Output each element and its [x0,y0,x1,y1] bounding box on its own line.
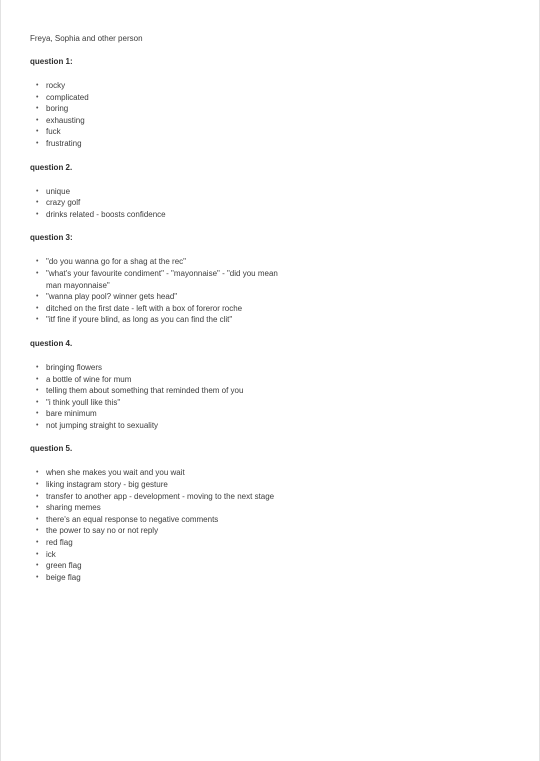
bullet-icon: • [36,550,39,558]
list-item-text: unique [46,186,71,196]
bullet-icon: • [36,269,39,277]
list-item-text: liking instagram story - big gesture [46,480,168,490]
list-item [30,186,278,198]
list-item [30,314,278,326]
question-5-heading: question 5. [30,444,73,454]
list-item-text: green flag [46,561,82,571]
list-item [30,385,278,397]
list-item-text: "wanna play pool? winner gets head" [46,292,178,302]
list-item-text: fuck [46,127,61,137]
question-2-heading: question 2. [30,162,73,172]
bullet-icon: • [36,210,39,218]
list-item-text: "itf fine if youre blind, as long as you can find the clit" [46,315,233,325]
list-item-text: sharing memes [46,503,101,513]
list-item-text: telling them about something that reminded them of you [46,386,244,396]
bullet-icon: • [36,421,39,429]
list-item-text: crazy golf [46,198,81,208]
bullet-icon: • [36,469,39,477]
bullet-icon: • [36,82,39,89]
list-item-text: drinks related - boosts confidence [46,209,166,219]
bullet-icon: • [36,363,39,371]
list-item-text: "do you wanna go for a shag at the rec" [46,257,186,267]
bullet-icon: • [36,139,39,147]
question-4-list [30,362,510,432]
list-item [30,374,278,386]
bullet-icon: • [36,116,39,124]
bullet-icon: • [36,128,39,136]
list-item-text: when she makes you wait and you wait [46,468,185,478]
list-item [30,560,278,572]
bullet-icon: • [36,573,39,581]
bullet-icon: • [36,515,39,523]
list-item [30,126,278,138]
list-item-text: boring [46,104,69,114]
bullet-icon: • [36,375,39,383]
list-item-text: not jumping straight to sexuality [46,420,159,430]
list-item [30,420,278,432]
bullet-icon: • [36,398,39,406]
question-1-list [30,80,510,150]
list-item [30,138,278,150]
bullet-icon: • [36,562,39,570]
question-3-heading: question 3: [30,233,73,243]
list-item [30,537,278,549]
question-2-list [30,186,510,221]
bullet-icon: • [36,492,39,500]
list-item-text: transfer to another app - development - moving to the next stage [46,491,275,501]
list-item [30,115,278,127]
bullet-icon: • [36,539,39,547]
bullet-icon: • [36,387,39,395]
question-1-heading: question 1: [30,57,73,66]
list-item [30,268,278,291]
question-5-list [30,467,510,583]
list-item-text: a bottle of wine for mum [46,374,132,384]
list-item [30,502,278,514]
list-item [30,80,278,92]
list-item [30,549,278,561]
document-body [30,33,510,595]
list-item-text: bringing flowers [46,362,103,372]
bullet-icon: • [36,504,39,512]
list-item [30,397,278,409]
list-item-text: exhausting [46,115,85,125]
list-item-text: "what's your favourite condiment" - "mayonnaise" - "did you mean man mayonnaise" [46,268,278,290]
list-item [30,525,278,537]
bullet-icon: • [36,527,39,535]
list-item-text: beige flag [46,572,81,582]
question-3-list [30,256,510,326]
bullet-icon: • [36,304,39,312]
list-item [30,291,278,303]
list-item-text: red flag [46,538,73,548]
list-item-text: rocky [46,81,66,90]
list-item [30,408,278,420]
list-item [30,303,278,315]
list-item-text: there's an equal response to negative comments [46,514,219,524]
document-title: Freya, Sophia and other person [30,34,143,43]
list-item-text: complicated [46,92,89,102]
list-item-text: ditched on the first date - left with a box of foreror roche [46,303,243,313]
bullet-icon: • [36,105,39,113]
bullet-icon: • [36,410,39,418]
bullet-icon: • [36,293,39,301]
list-item [30,209,278,221]
list-item [30,362,278,374]
bullet-icon: • [36,199,39,207]
list-item [30,92,278,104]
list-item [30,572,278,584]
list-item-text: the power to say no or not reply [46,526,159,536]
bullet-icon: • [36,481,39,489]
list-item [30,479,278,491]
list-item [30,491,278,503]
list-item-text: bare minimum [46,409,97,419]
list-item [30,103,278,115]
list-item-text: ick [46,549,56,559]
bullet-icon: • [36,187,39,195]
bullet-icon: • [36,93,39,101]
bullet-icon: • [36,258,39,266]
list-item-text: frustrating [46,138,82,148]
question-4-heading: question 4. [30,338,73,348]
list-item [30,197,278,209]
list-item-text: "i think youll like this" [46,397,121,407]
bullet-icon: • [36,316,39,324]
list-item [30,467,278,479]
list-item [30,514,278,526]
list-item [30,256,278,268]
